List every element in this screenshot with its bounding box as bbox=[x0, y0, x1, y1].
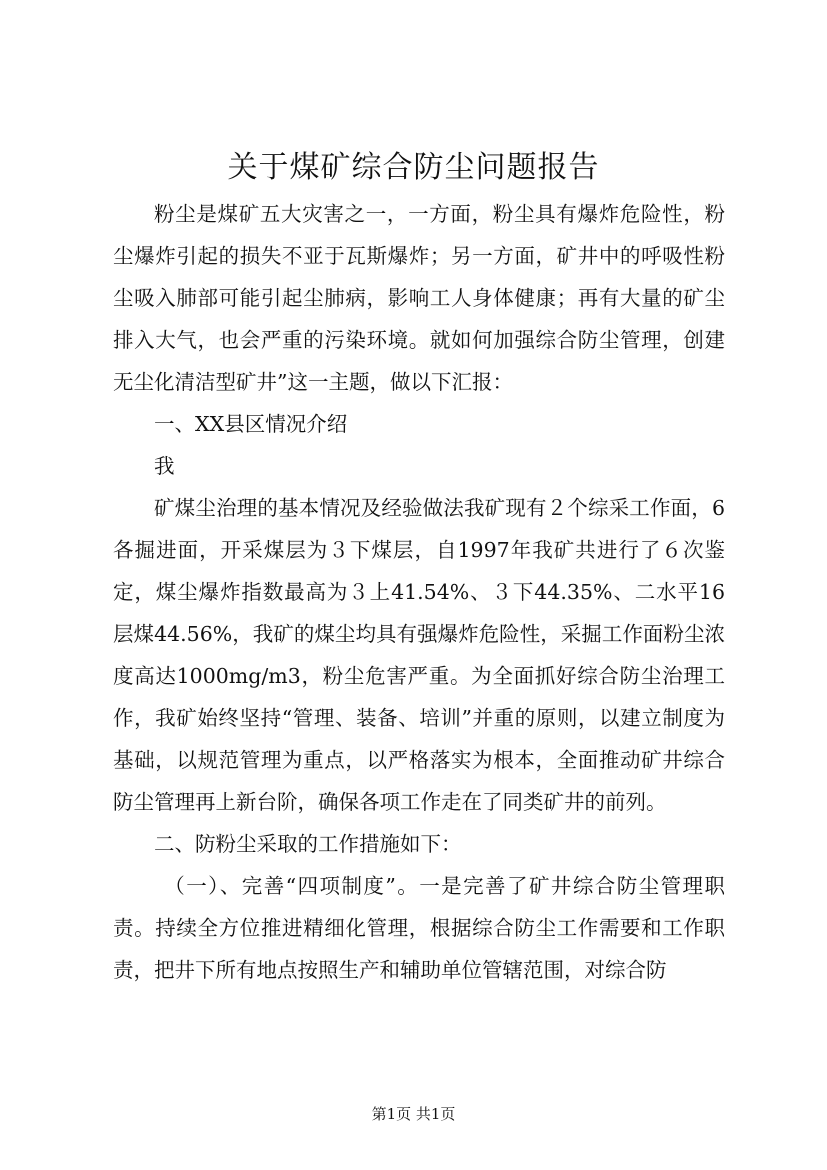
section-heading-1: 一、XX县区情况介绍 bbox=[154, 412, 348, 436]
paragraph-fragment: 我 bbox=[154, 454, 175, 478]
document-title: 关于煤矿综合防尘问题报告 bbox=[227, 150, 600, 185]
section-heading-2: 二、防粉尘采取的工作措施如下： bbox=[154, 832, 462, 856]
page-footer: 第1页 共1页 bbox=[371, 1105, 456, 1123]
paragraph-measures: （一）、完善“四项制度”。一是完善了矿井综合防尘管理职责。持续全方位推进精细化管理，根据综合防尘工作需要和工作职责，把井下所有地点按照生产和辅助单位管辖范围，对综合防 bbox=[113, 874, 725, 982]
document-body bbox=[113, 193, 725, 991]
paragraph-intro: 粉尘是煤矿五大灾害之一，一方面，粉尘具有爆炸危险性，粉尘爆炸引起的损失不亚于瓦斯爆炸；另一方面，矿井中的呼吸性粉尘吸入肺部可能引起尘肺病，影响工人身体健康；再有大量的矿尘排入大气，也会严重的污染环境。就如何加强综合防尘管理，创建无尘化清洁型矿井”这一主题，做以下汇报： bbox=[113, 202, 725, 394]
paragraph-situation: 矿煤尘治理的基本情况及经验做法我矿现有２个综采工作面，6各掘进面，开采煤层为３下煤层，自1997年我矿共进行了６次鉴定，煤尘爆炸指数最高为３上41.54%、３下44.35%、二水平16层煤44.56%，我矿的煤尘均具有强爆炸危险性，采掘工作面粉尘浓度高达1000mg/m3，粉尘危害严重。为全面抓好综合防尘治理工作，我矿始终坚持“管理、装备、培训”并重的原则，以建立制度为基础，以规范管理为重点，以严格落实为根本，全面推动矿井综合防尘管理再上新台阶，确保各项工作走在了同类矿井的前列。 bbox=[113, 496, 725, 814]
